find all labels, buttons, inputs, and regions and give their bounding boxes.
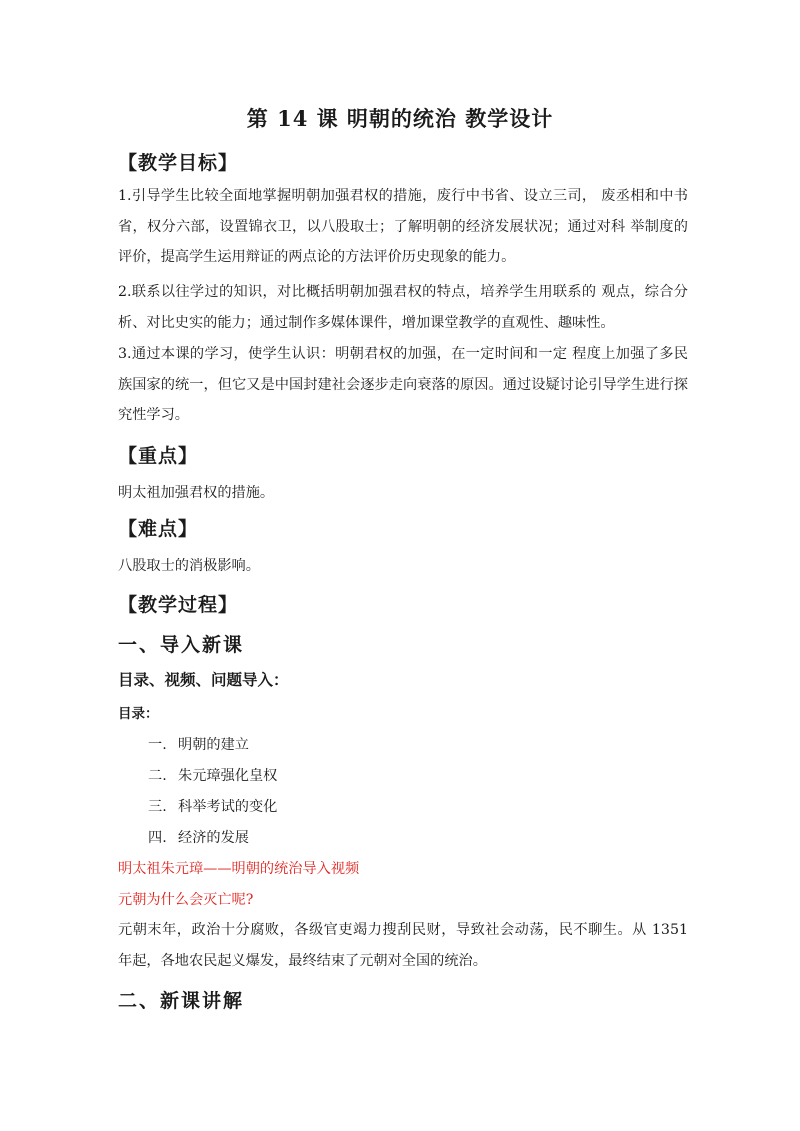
objective-paragraph-3: 3.通过本课的学习，使学生认识：明朝君权的加强，在一定时间和一定 程度上加强了多民族国家的统一，但它又是中国封建社会逐步走向衰落的原因。通过设疑讨论引导学生进行探究性学习。 [118,346,688,423]
objective-paragraph-1: 1.引导学生比较全面地掌握明朝加强君权的措施，废行中书省、设立三司， 废丞相和中书省，权分六部，设置锦衣卫，以八股取士；了解明朝的经济发展状况；通过对科 举制度的评价，提高学生运用辩证的两点论的方法评价历史现象的能力。 [118,188,688,265]
answer-paragraph: 元朝末年，政治十分腐败，各级官吏竭力搜刮民财，导致社会动荡，民不聊生。从 1351 年起，各地农民起义爆发，最终结束了元朝对全国的统治。 [118,922,688,969]
objectives-heading: 【教学目标】 [118,152,239,174]
toc-item-text: 明朝的建立 [178,737,249,753]
video-title: 明太祖朱元璋——明朝的统治导入视频 [118,861,360,877]
toc-item-text: 经济的发展 [178,830,249,846]
toc-item-number: 三. [148,799,167,815]
objective-paragraph-2: 2.联系以往学过的知识，对比概括明朝加强君权的特点，培养学生用联系的 观点，综合分析、对比史实的能力；通过制作多媒体课件，增加课堂教学的直观性、趣味性。 [118,284,688,331]
toc-item [148,796,277,816]
intro-methods-subheading: 目录、视频、问题导入： [118,671,289,689]
toc-item [148,827,249,847]
toc-label: 目录： [118,706,159,722]
document-title: 第 14 课 明朝的统治 教学设计 [246,106,554,131]
toc-item-text: 朱元璋强化皇权 [178,768,278,784]
key-point-text: 明太祖加强君权的措施。 [118,485,275,501]
toc-item-number: 二. [148,768,167,784]
toc-item-number: 一. [148,737,167,753]
toc-item [148,734,249,754]
toc-item-number: 四. [148,830,167,846]
process-heading: 【教学过程】 [118,594,239,616]
section-2-heading: 二、新课讲解 [118,990,245,1012]
difficulty-text: 八股取士的消极影响。 [118,558,260,574]
section-1-heading: 一、导入新课 [118,634,245,656]
toc-item-text: 科举考试的变化 [178,799,278,815]
toc-item [148,765,277,785]
key-point-heading: 【重点】 [118,445,199,467]
lead-question: 元朝为什么会灭亡呢? [118,892,254,908]
difficulty-heading: 【难点】 [118,518,199,540]
